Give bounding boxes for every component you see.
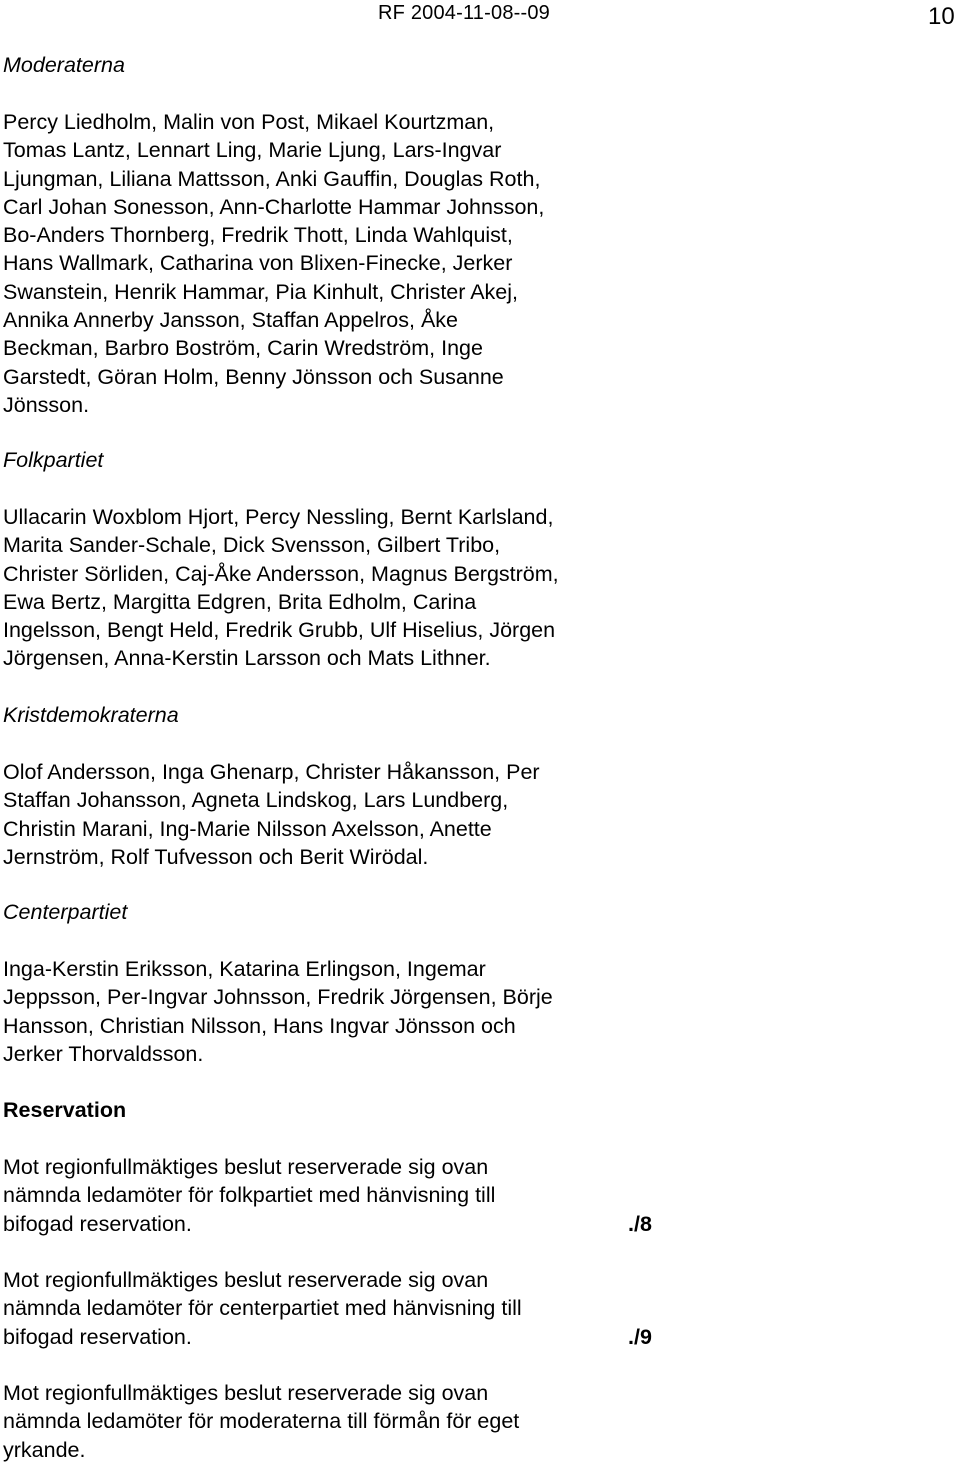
text-line: Christin Marani, Ing-Marie Nilsson Axelsson, Anette — [3, 816, 492, 841]
reservation-heading: Reservation — [3, 1098, 127, 1122]
party-heading-moderaterna: Moderaterna — [3, 53, 125, 77]
member-list-kristdemokraterna — [3, 758, 540, 871]
text-line: Ullacarin Woxblom Hjort, Percy Nessling, Bernt Karlsland, — [3, 505, 554, 529]
reservation-paragraph — [3, 1153, 495, 1238]
text-line: Ewa Bertz, Margitta Edgren, Brita Edholm, Carina — [3, 589, 477, 614]
party-heading-centerpartiet: Centerpartiet — [3, 900, 128, 924]
text-line: Garstedt, Göran Holm, Benny Jönsson och Susanne — [3, 364, 504, 389]
text-line: Christer Sörliden, Caj-Åke Andersson, Magnus Bergström, — [3, 561, 559, 586]
text-line: Swanstein, Henrik Hammar, Pia Kinhult, Christer Akej, — [3, 279, 519, 304]
reservation-paragraph — [3, 1266, 522, 1351]
text-line: Mot regionfullmäktiges beslut reserverade sig ovan — [3, 1155, 489, 1179]
text-line: Jörgensen, Anna-Kerstin Larsson och Mats Lithner. — [3, 646, 491, 671]
text-line: nämnda ledamöter för centerpartiet med hänvisning till — [3, 1296, 522, 1321]
party-heading-folkpartiet: Folkpartiet — [3, 448, 104, 472]
text-line: Staffan Johansson, Agneta Lindskog, Lars Lundberg, — [3, 788, 509, 813]
text-line: Ljungman, Liliana Mattsson, Anki Gauffin, Douglas Roth, — [3, 166, 541, 191]
text-line: Jeppsson, Per-Ingvar Johnsson, Fredrik Jörgensen, Börje — [3, 985, 553, 1010]
party-heading-kristdemokraterna: Kristdemokraterna — [3, 703, 179, 727]
text-line: Mot regionfullmäktiges beslut reserverade sig ovan — [3, 1381, 489, 1405]
member-list-folkpartiet — [3, 503, 559, 673]
text-line: Ingelsson, Bengt Held, Fredrik Grubb, Ulf Hiselius, Jörgen — [3, 618, 556, 643]
text-line: yrkande. — [3, 1437, 86, 1462]
attachment-reference: ./8 — [628, 1212, 652, 1236]
text-line: bifogad reservation. — [3, 1324, 192, 1349]
text-line: Jerker Thorvaldsson. — [3, 1041, 204, 1066]
member-list-moderaterna — [3, 108, 544, 419]
text-line: Jönsson. — [3, 392, 90, 417]
text-line: Inga-Kerstin Eriksson, Katarina Erlingson, Ingemar — [3, 957, 486, 981]
text-line: Bo-Anders Thornberg, Fredrik Thott, Linda Wahlquist, — [3, 223, 513, 248]
text-line: Beckman, Barbro Boström, Carin Wredström, Inge — [3, 336, 483, 361]
text-line: Hans Wallmark, Catharina von Blixen-Finecke, Jerker — [3, 251, 513, 276]
text-line: Jernström, Rolf Tufvesson och Berit Wirödal. — [3, 844, 429, 869]
attachment-reference: ./9 — [628, 1325, 652, 1349]
text-line: Carl Johan Sonesson, Ann-Charlotte Hammar Johnsson, — [3, 194, 545, 219]
reservation-paragraph — [3, 1379, 519, 1464]
member-list-centerpartiet — [3, 955, 553, 1068]
text-line: Marita Sander-Schale, Dick Svensson, Gilbert Tribo, — [3, 533, 501, 558]
text-line: nämnda ledamöter för folkpartiet med hänvisning till — [3, 1183, 496, 1208]
page-number: 10 — [928, 3, 955, 30]
text-line: Olof Andersson, Inga Ghenarp, Christer Håkansson, Per — [3, 760, 540, 784]
text-line: Tomas Lantz, Lennart Ling, Marie Ljung, Lars-Ingvar — [3, 138, 502, 163]
text-line: Annika Annerby Jansson, Staffan Appelros, Åke — [3, 308, 458, 333]
text-line: bifogad reservation. — [3, 1211, 192, 1236]
text-line: nämnda ledamöter för moderaterna till förmån för eget — [3, 1409, 520, 1434]
text-line: Percy Liedholm, Malin von Post, Mikael Kourtzman, — [3, 110, 495, 134]
text-line: Hansson, Christian Nilsson, Hans Ingvar Jönsson och — [3, 1013, 516, 1038]
document-reference: RF 2004-11-08--09 — [378, 2, 551, 24]
text-line: Mot regionfullmäktiges beslut reserverade sig ovan — [3, 1268, 489, 1292]
